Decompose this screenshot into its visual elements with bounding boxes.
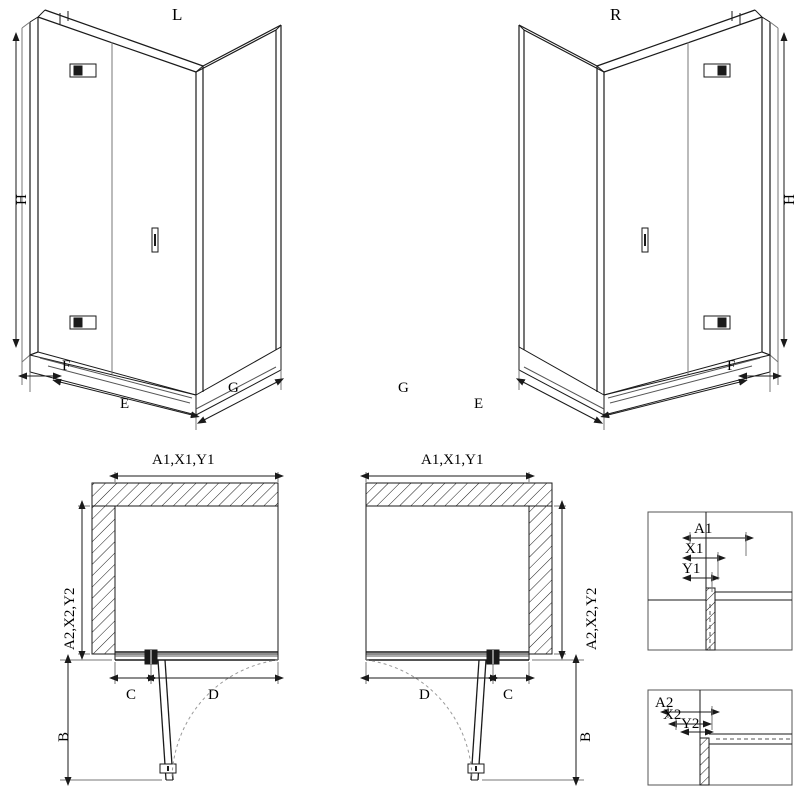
iso-left-G-label: G <box>228 380 239 396</box>
iso-left-height-label: H <box>14 194 30 205</box>
plan-right-top-dim-label: A1,X1,Y1 <box>421 452 484 468</box>
plan-left-C-label: C <box>126 687 137 703</box>
iso-right-E-label: E <box>474 396 484 412</box>
iso-left-F-label: F <box>62 358 71 374</box>
plan-left-top-dim-label: A1,X1,Y1 <box>152 452 215 468</box>
iso-view-left <box>16 10 281 430</box>
plan-right-D-label: D <box>419 687 430 703</box>
iso-right-G-label: G <box>398 380 409 396</box>
detail-bottom-A2-label: A2 <box>655 695 674 711</box>
detail-bottom-Y2-label: Y2 <box>681 716 700 732</box>
detail-bottom-X2-label: X2 <box>663 707 682 723</box>
iso-view-right <box>519 10 784 430</box>
plan-view-right <box>366 472 584 780</box>
plan-right-C-label: C <box>503 687 514 703</box>
detail-top-A1-label: A1 <box>694 521 713 537</box>
plan-left-D-label: D <box>208 687 219 703</box>
variant-label-L: L <box>172 5 183 24</box>
plan-right-side-dim-label: A2,X2,Y2 <box>584 587 600 650</box>
plan-left-B-label: B <box>56 731 72 742</box>
plan-view-left <box>60 472 278 780</box>
detail-top <box>648 512 792 650</box>
detail-top-Y1-label: Y1 <box>682 561 701 577</box>
plan-right-B-label: B <box>578 731 594 742</box>
plan-left-side-dim-label: A2,X2,Y2 <box>62 587 78 650</box>
iso-right-height-label: H <box>782 194 798 205</box>
iso-right-F-label: F <box>727 358 736 374</box>
detail-top-X1-label: X1 <box>685 541 704 557</box>
variant-label-R: R <box>610 5 622 24</box>
iso-left-E-label: E <box>120 396 130 412</box>
